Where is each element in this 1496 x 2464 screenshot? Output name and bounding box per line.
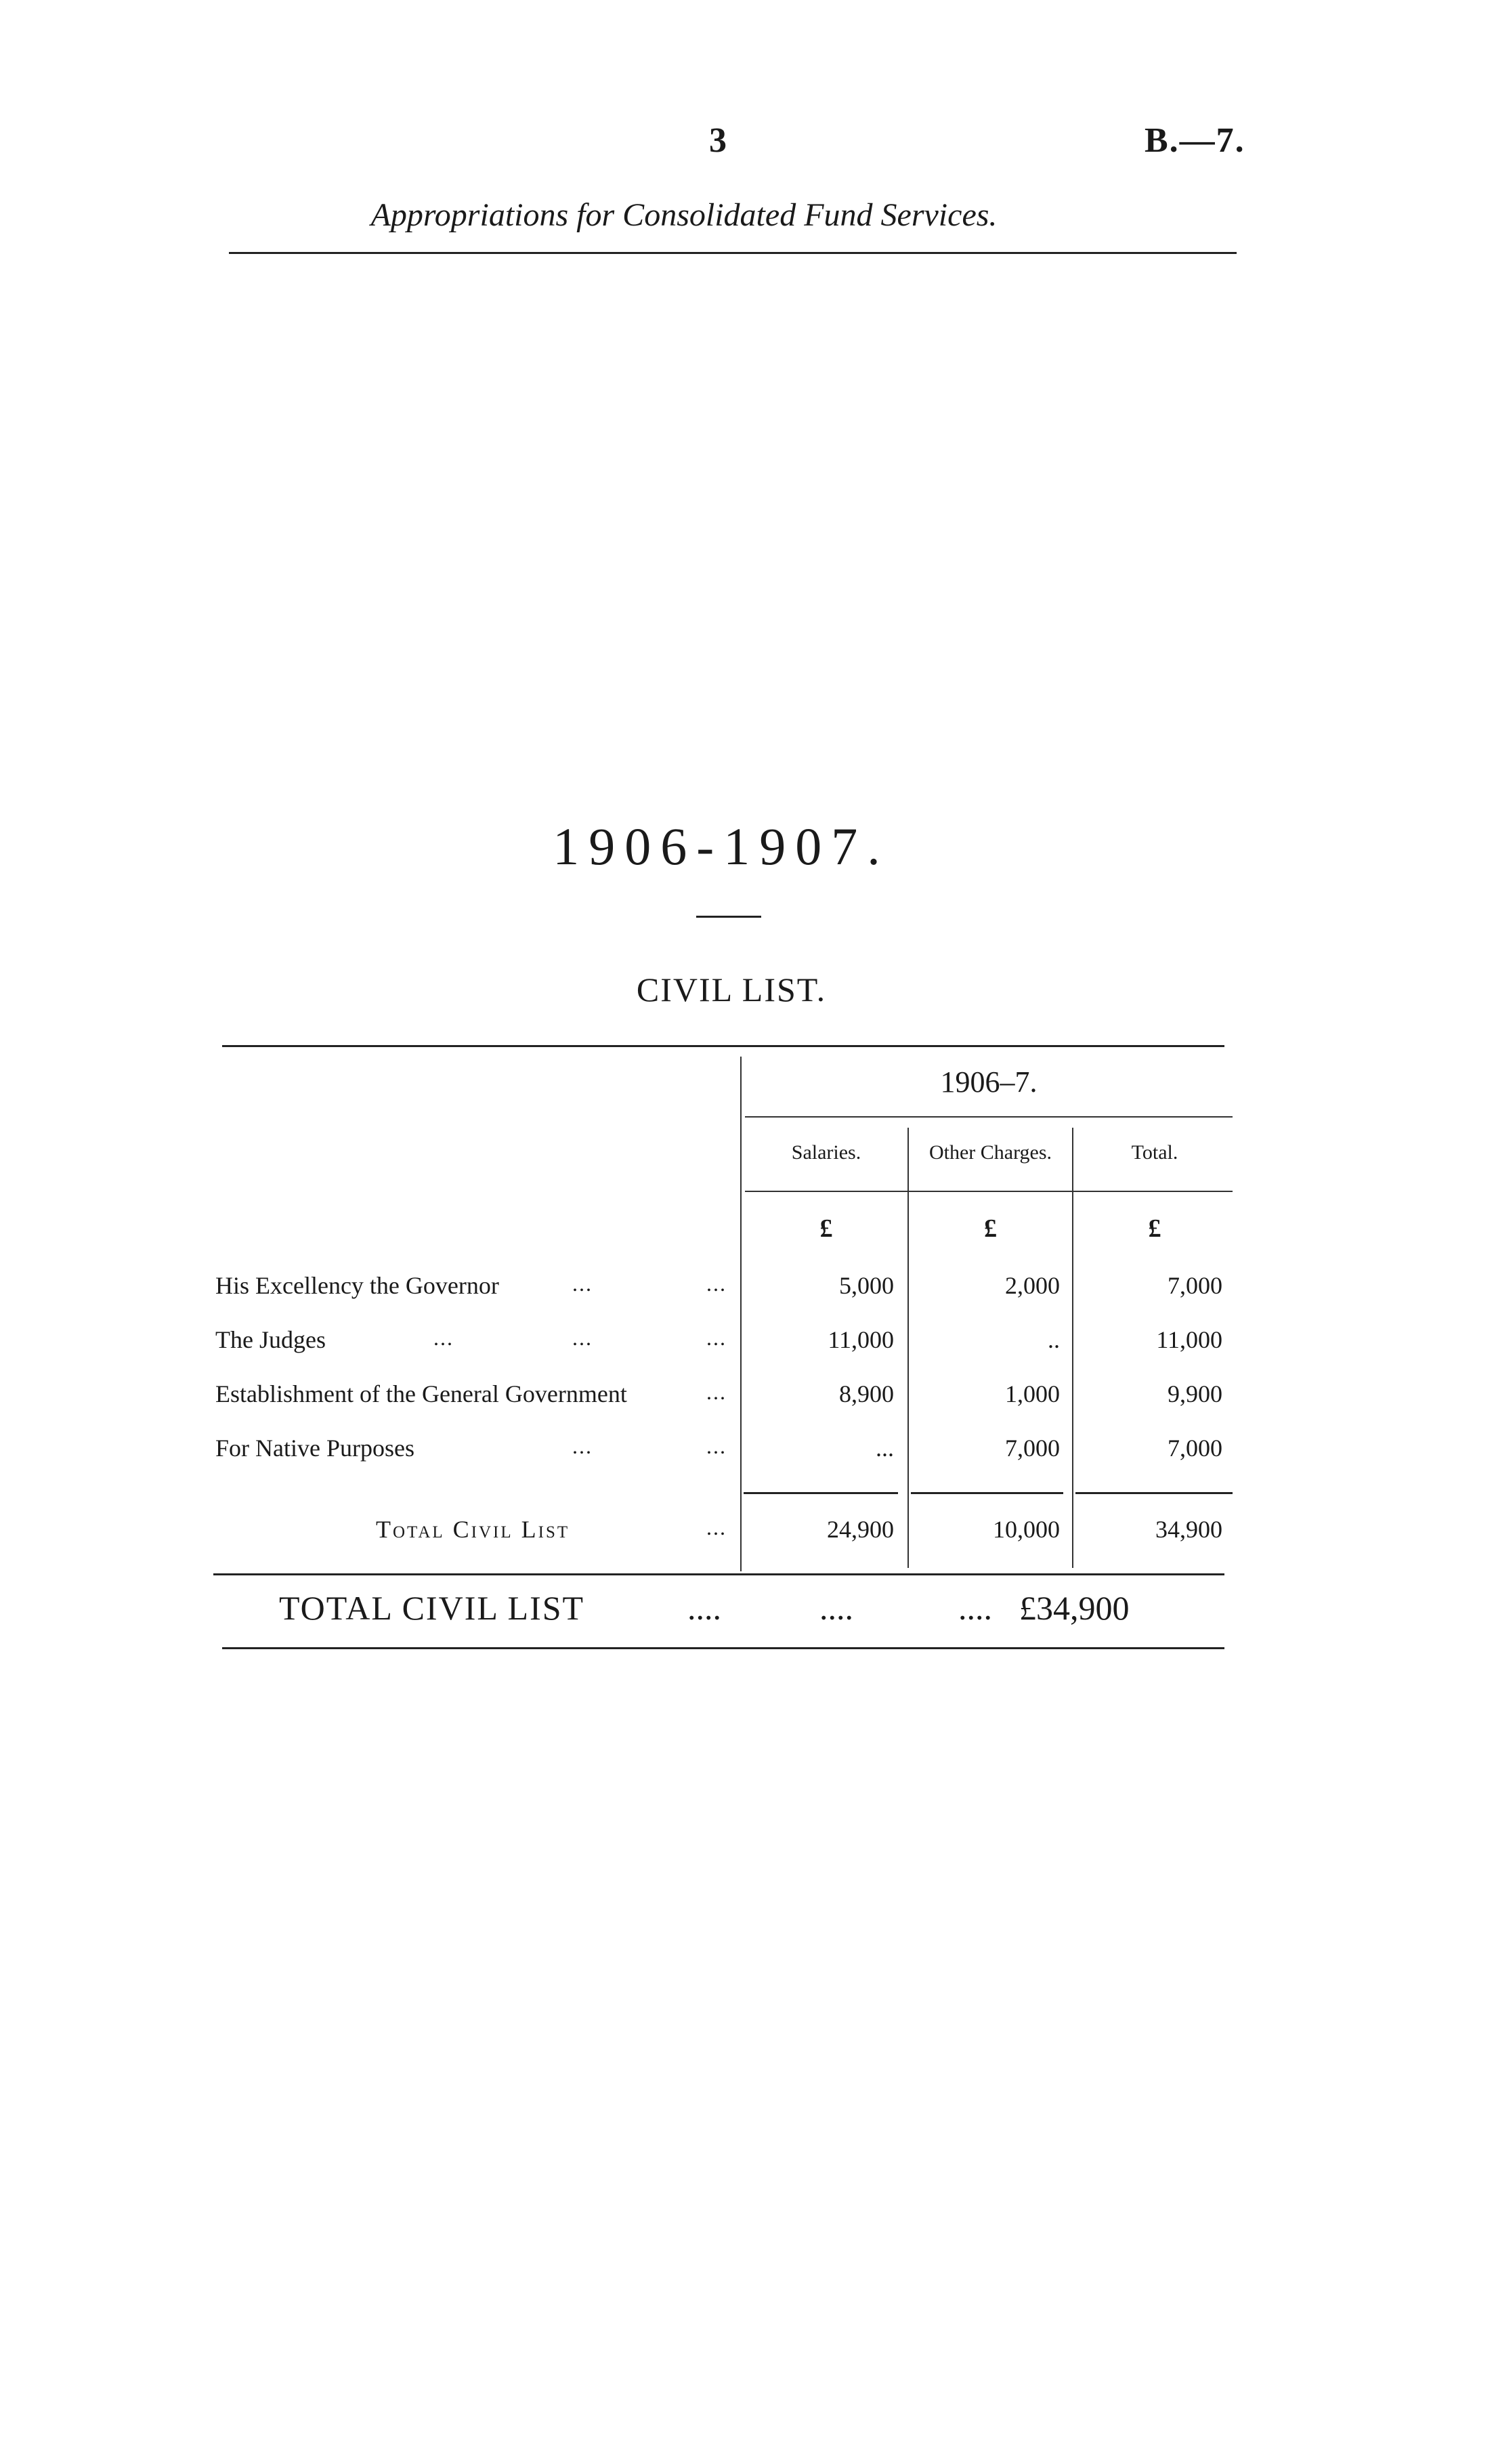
running-title: Appropriations for Consolidated Fund Services. (370, 197, 998, 233)
list-title: CIVIL LIST. (636, 971, 827, 1008)
summary-amount: £34,900 (1019, 1589, 1130, 1627)
row-salaries: ... (876, 1435, 894, 1462)
group-header-rule (745, 1116, 1233, 1118)
summary-bottom-rule (222, 1647, 1224, 1649)
row-leader: ... (572, 1434, 593, 1458)
header-rule (229, 252, 1237, 254)
subtotal-rule-salaries (744, 1492, 898, 1494)
summary-leader: .... (958, 1589, 992, 1627)
short-divider (696, 916, 761, 918)
total-salaries: 24,900 (827, 1516, 894, 1543)
table-bottom-rule (213, 1573, 1224, 1575)
table-top-rule (222, 1045, 1224, 1047)
row-leader: ... (433, 1325, 454, 1350)
group-header: 1906–7. (940, 1065, 1038, 1099)
total-row-label: Total Civil List (376, 1516, 570, 1543)
row-leader: ... (706, 1434, 727, 1458)
row-leader: ... (706, 1325, 727, 1350)
row-leader: ... (572, 1271, 593, 1296)
row-other-charges: 7,000 (1005, 1435, 1060, 1462)
salaries-column-divider (907, 1128, 909, 1568)
year-heading: 1906-1907. (553, 817, 890, 876)
row-other-charges: .. (1048, 1326, 1060, 1353)
row-leader: ... (706, 1271, 727, 1296)
summary-leader: .... (819, 1589, 853, 1627)
row-label: Establishment of the General Government (215, 1380, 627, 1407)
total-total: 34,900 (1155, 1516, 1222, 1543)
row-salaries: 5,000 (839, 1272, 894, 1299)
column-header-rule (745, 1191, 1233, 1192)
row-total: 7,000 (1168, 1435, 1222, 1462)
row-total: 7,000 (1168, 1272, 1222, 1299)
subtotal-rule-total (1075, 1492, 1233, 1494)
unit-total: £ (1148, 1214, 1161, 1243)
row-leader: ... (572, 1325, 593, 1350)
row-total: 11,000 (1156, 1326, 1222, 1353)
row-total: 9,900 (1168, 1380, 1222, 1407)
column-header-total: Total. (1131, 1141, 1178, 1164)
page-number: 3 (709, 121, 727, 160)
subtotal-rule-other (911, 1492, 1063, 1494)
total-row-leader: ... (706, 1515, 727, 1539)
document-reference: B.—7. (1145, 121, 1245, 160)
label-column-divider (740, 1057, 742, 1571)
row-other-charges: 2,000 (1005, 1272, 1060, 1299)
column-header-other-charges: Other Charges. (928, 1141, 1052, 1164)
row-leader: ... (706, 1380, 727, 1404)
row-salaries: 11,000 (828, 1326, 894, 1353)
unit-salaries: £ (819, 1214, 833, 1243)
summary-label: TOTAL CIVIL LIST (279, 1589, 585, 1627)
row-label: His Excellency the Governor (215, 1272, 499, 1299)
other-column-divider (1072, 1128, 1073, 1568)
row-label: The Judges (215, 1326, 326, 1353)
total-other-charges: 10,000 (993, 1516, 1060, 1543)
row-other-charges: 1,000 (1005, 1380, 1060, 1407)
column-header-salaries: Salaries. (791, 1141, 861, 1164)
row-salaries: 8,900 (839, 1380, 894, 1407)
row-label: For Native Purposes (215, 1435, 414, 1462)
unit-other-charges: £ (984, 1214, 997, 1243)
summary-leader: .... (687, 1589, 721, 1627)
